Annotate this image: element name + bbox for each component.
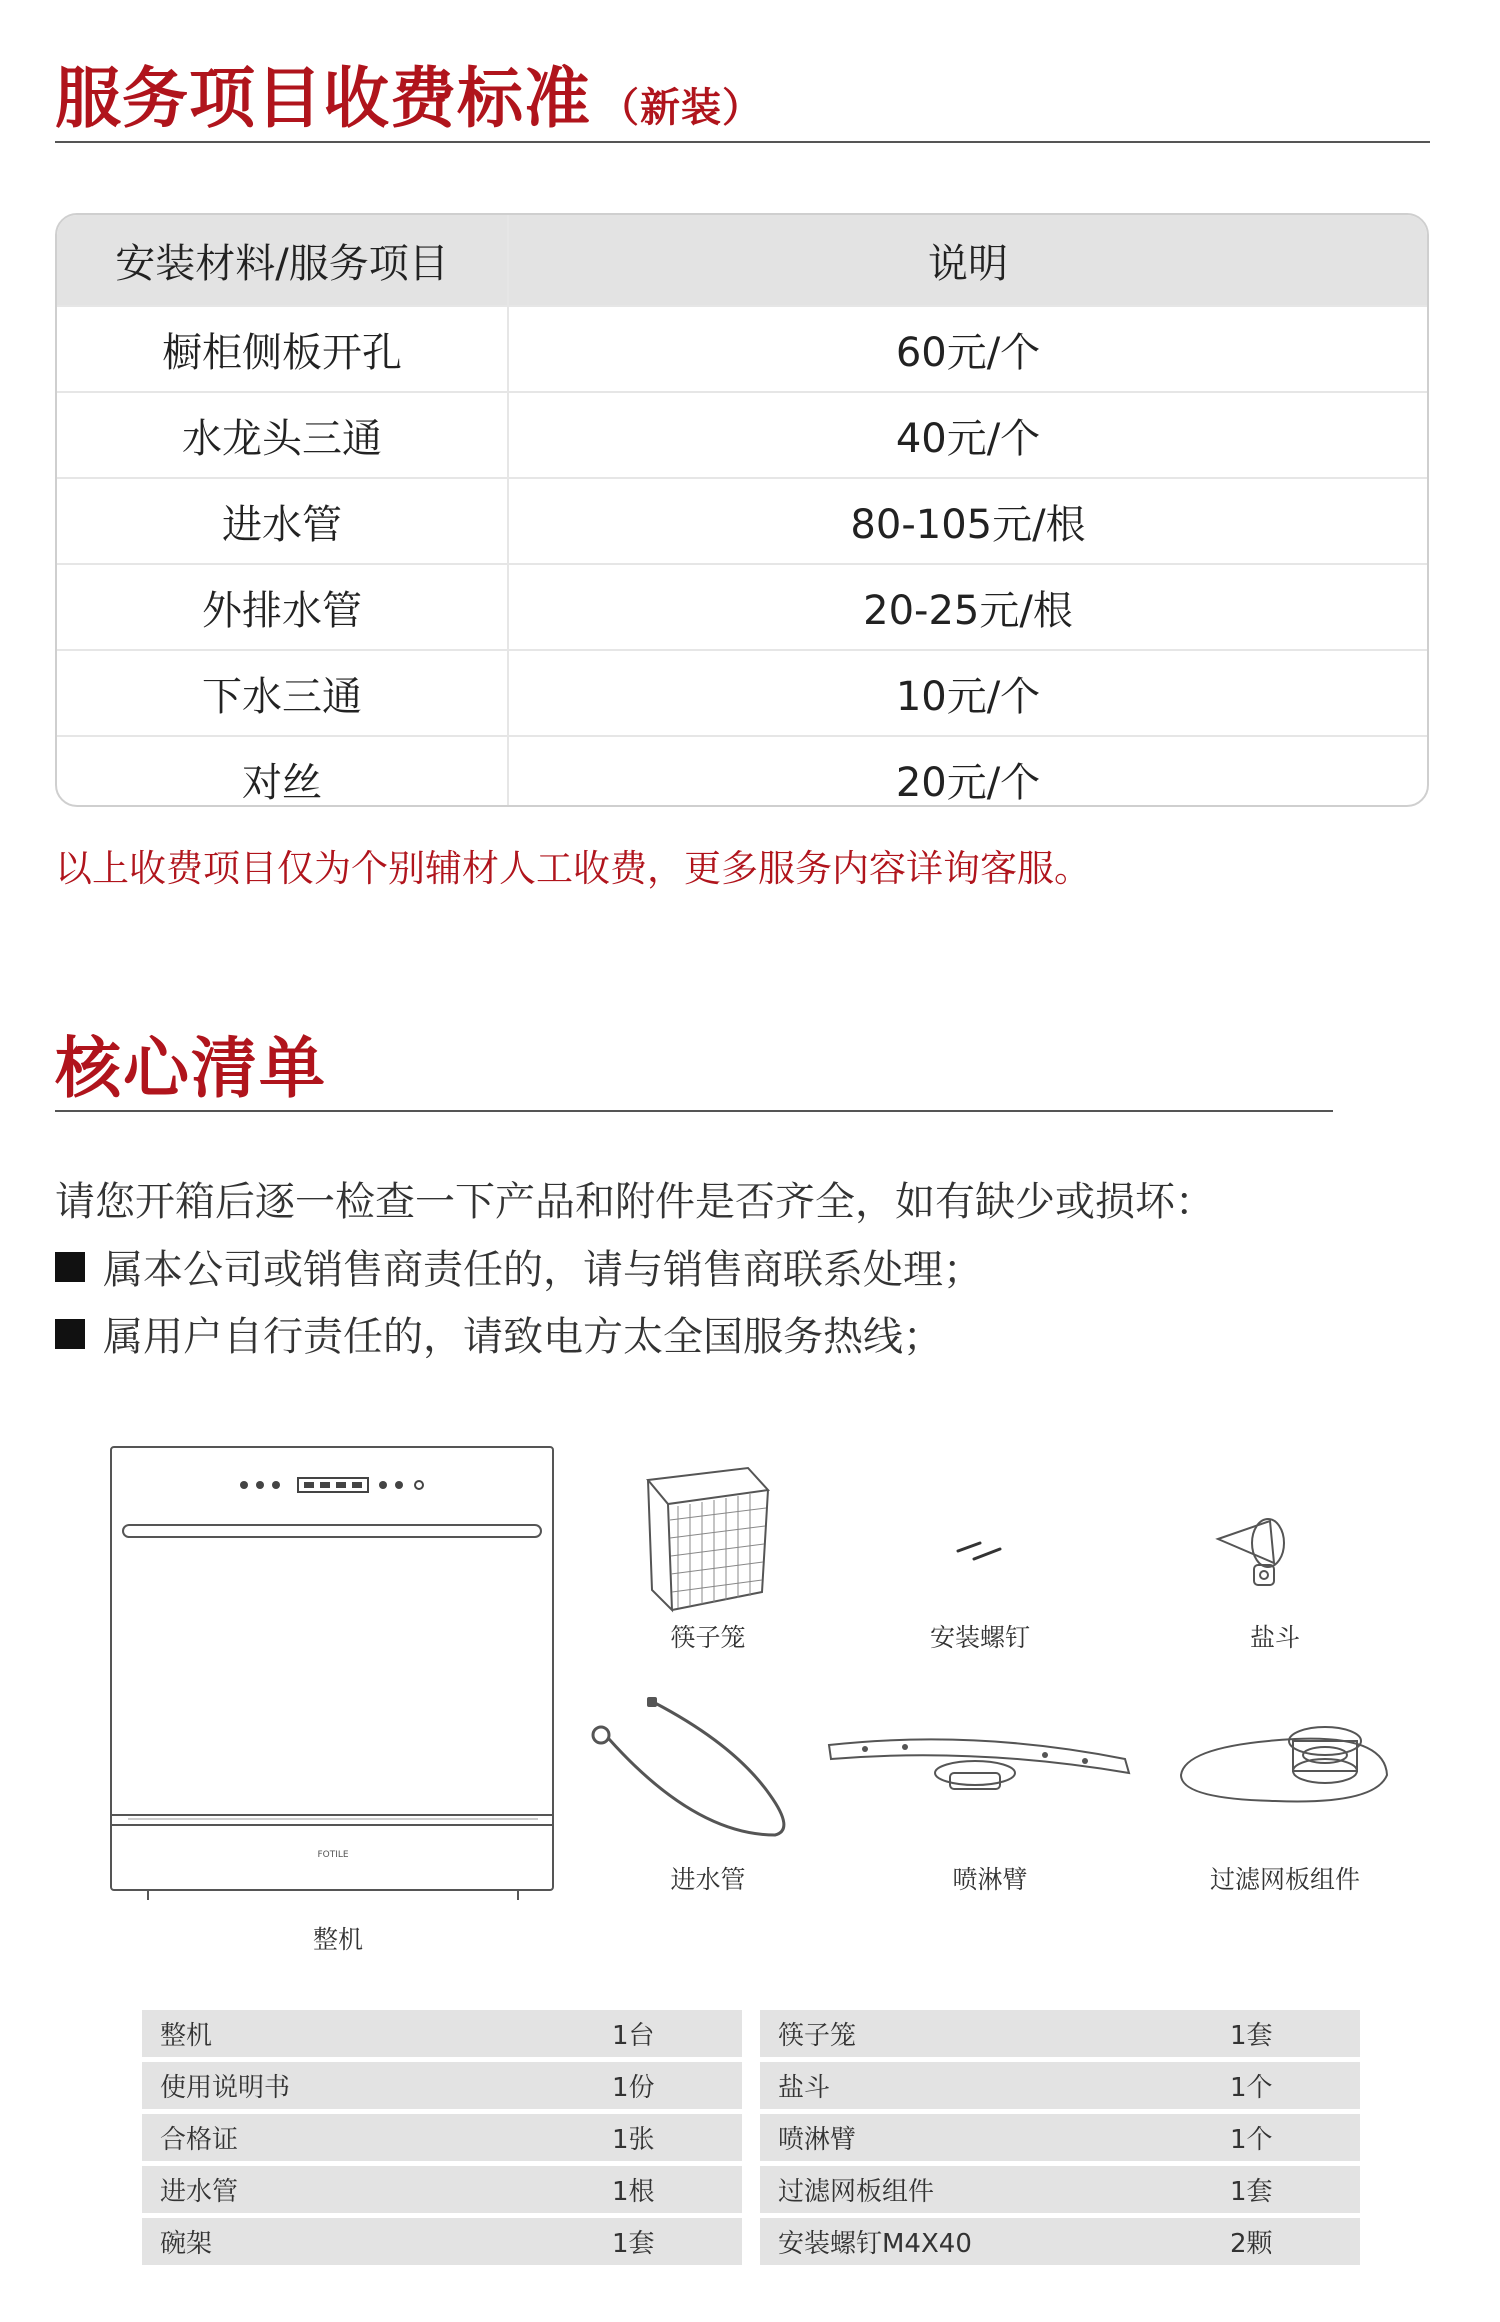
list-item [760,2010,1360,2057]
fees-title-text: 服务项目收费标准 [55,60,591,137]
bullet-text: 属本公司或销售商责任的，请与销售商联系处理； [103,1247,983,1293]
fee-price: 40元/个 [508,392,1427,478]
fee-item: 水龙头三通 [57,392,508,478]
fee-price: 20元/个 [895,759,1041,806]
caption-salt-funnel: 盐斗 [1249,1623,1300,1652]
divider [55,1110,1333,1112]
brand-logo: FOTILE [317,1850,349,1860]
item-qty: 2颗 [1230,2229,1273,2259]
spray-arm-illustration [825,1725,1135,1805]
checklist-bullet [55,1305,943,1362]
caption-spray-arm: 喷淋臂 [952,1865,1028,1894]
list-item [760,2166,1360,2213]
contents-list-left [142,2010,742,2270]
checklist-title: 核心清单 [55,1030,327,1107]
table-row [57,564,1427,650]
list-item [142,2010,742,2057]
table-row [57,392,1427,478]
filter-illustration [1175,1715,1395,1825]
fee-item: 进水管 [57,478,508,564]
fee-item: 橱柜侧板开孔 [57,306,508,392]
item-name: 喷淋臂 [778,2125,857,2155]
caption-main-unit: 整机 [312,1925,363,1954]
fees-subtitle: （新装） [599,85,763,131]
item-qty: 1套 [1230,2021,1273,2051]
square-bullet-icon [55,1319,85,1349]
fee-item: 下水三通 [57,650,508,736]
item-qty: 1张 [612,2125,655,2155]
contents-list-right [760,2010,1360,2270]
item-name: 合格证 [160,2125,239,2155]
header-item: 安装材料/服务项目 [57,215,508,306]
list-item [760,2114,1360,2161]
list-item [142,2218,742,2265]
fee-table [55,213,1429,807]
table-row [57,478,1427,564]
item-name: 安装螺钉M4X40 [778,2229,972,2259]
table-header-row [57,215,1427,306]
item-name: 进水管 [160,2177,239,2207]
item-qty: 1套 [1230,2177,1273,2207]
header-desc: 说明 [508,215,1427,306]
chopstick-basket-illustration [638,1460,778,1620]
item-qty: 1套 [612,2229,655,2259]
caption-chopstick-basket: 筷子笼 [670,1623,746,1652]
item-name: 过滤网板组件 [778,2177,935,2207]
divider [55,141,1430,143]
list-item [142,2114,742,2161]
checklist-intro: 请您开箱后逐一检查一下产品和附件是否齐全，如有缺少或损坏： [55,1179,1215,1225]
table-row [57,306,1427,392]
table-row [57,650,1427,736]
bullet-text: 属用户自行责任的，请致电方太全国服务热线； [103,1314,943,1360]
fee-price: 80-105元/根 [508,478,1427,564]
checklist-bullet [55,1238,983,1295]
item-qty: 1个 [1230,2073,1273,2103]
caption-screws: 安装螺钉 [929,1623,1030,1652]
item-name: 筷子笼 [778,2021,857,2051]
fee-item: 外排水管 [57,564,508,650]
table-row [57,736,1427,807]
screws-illustration [950,1535,1010,1565]
list-item [142,2062,742,2109]
list-item [142,2166,742,2213]
item-name: 盐斗 [778,2073,831,2103]
dishwasher-illustration [108,1445,558,1915]
fee-price: 10元/个 [508,650,1427,736]
item-qty: 1台 [612,2021,655,2051]
list-item [760,2062,1360,2109]
item-name: 整机 [160,2021,213,2051]
caption-filter: 过滤网板组件 [1209,1865,1360,1894]
caption-inlet-hose: 进水管 [670,1865,746,1894]
item-qty: 1份 [612,2073,655,2103]
item-qty: 1个 [1230,2125,1273,2155]
inlet-hose-illustration [585,1695,795,1845]
list-item [760,2218,1360,2265]
salt-funnel-illustration [1210,1515,1300,1595]
item-name: 使用说明书 [160,2073,291,2103]
item-qty: 1根 [612,2177,655,2207]
fee-price: 20-25元/根 [508,564,1427,650]
fees-title [55,45,763,140]
fees-note: 以上收费项目仅为个别辅材人工收费，更多服务内容详询客服。 [55,847,1091,890]
fee-item: 对丝 [57,736,508,807]
square-bullet-icon [55,1252,85,1282]
item-name: 碗架 [160,2229,213,2259]
fee-price: 60元/个 [508,306,1427,392]
